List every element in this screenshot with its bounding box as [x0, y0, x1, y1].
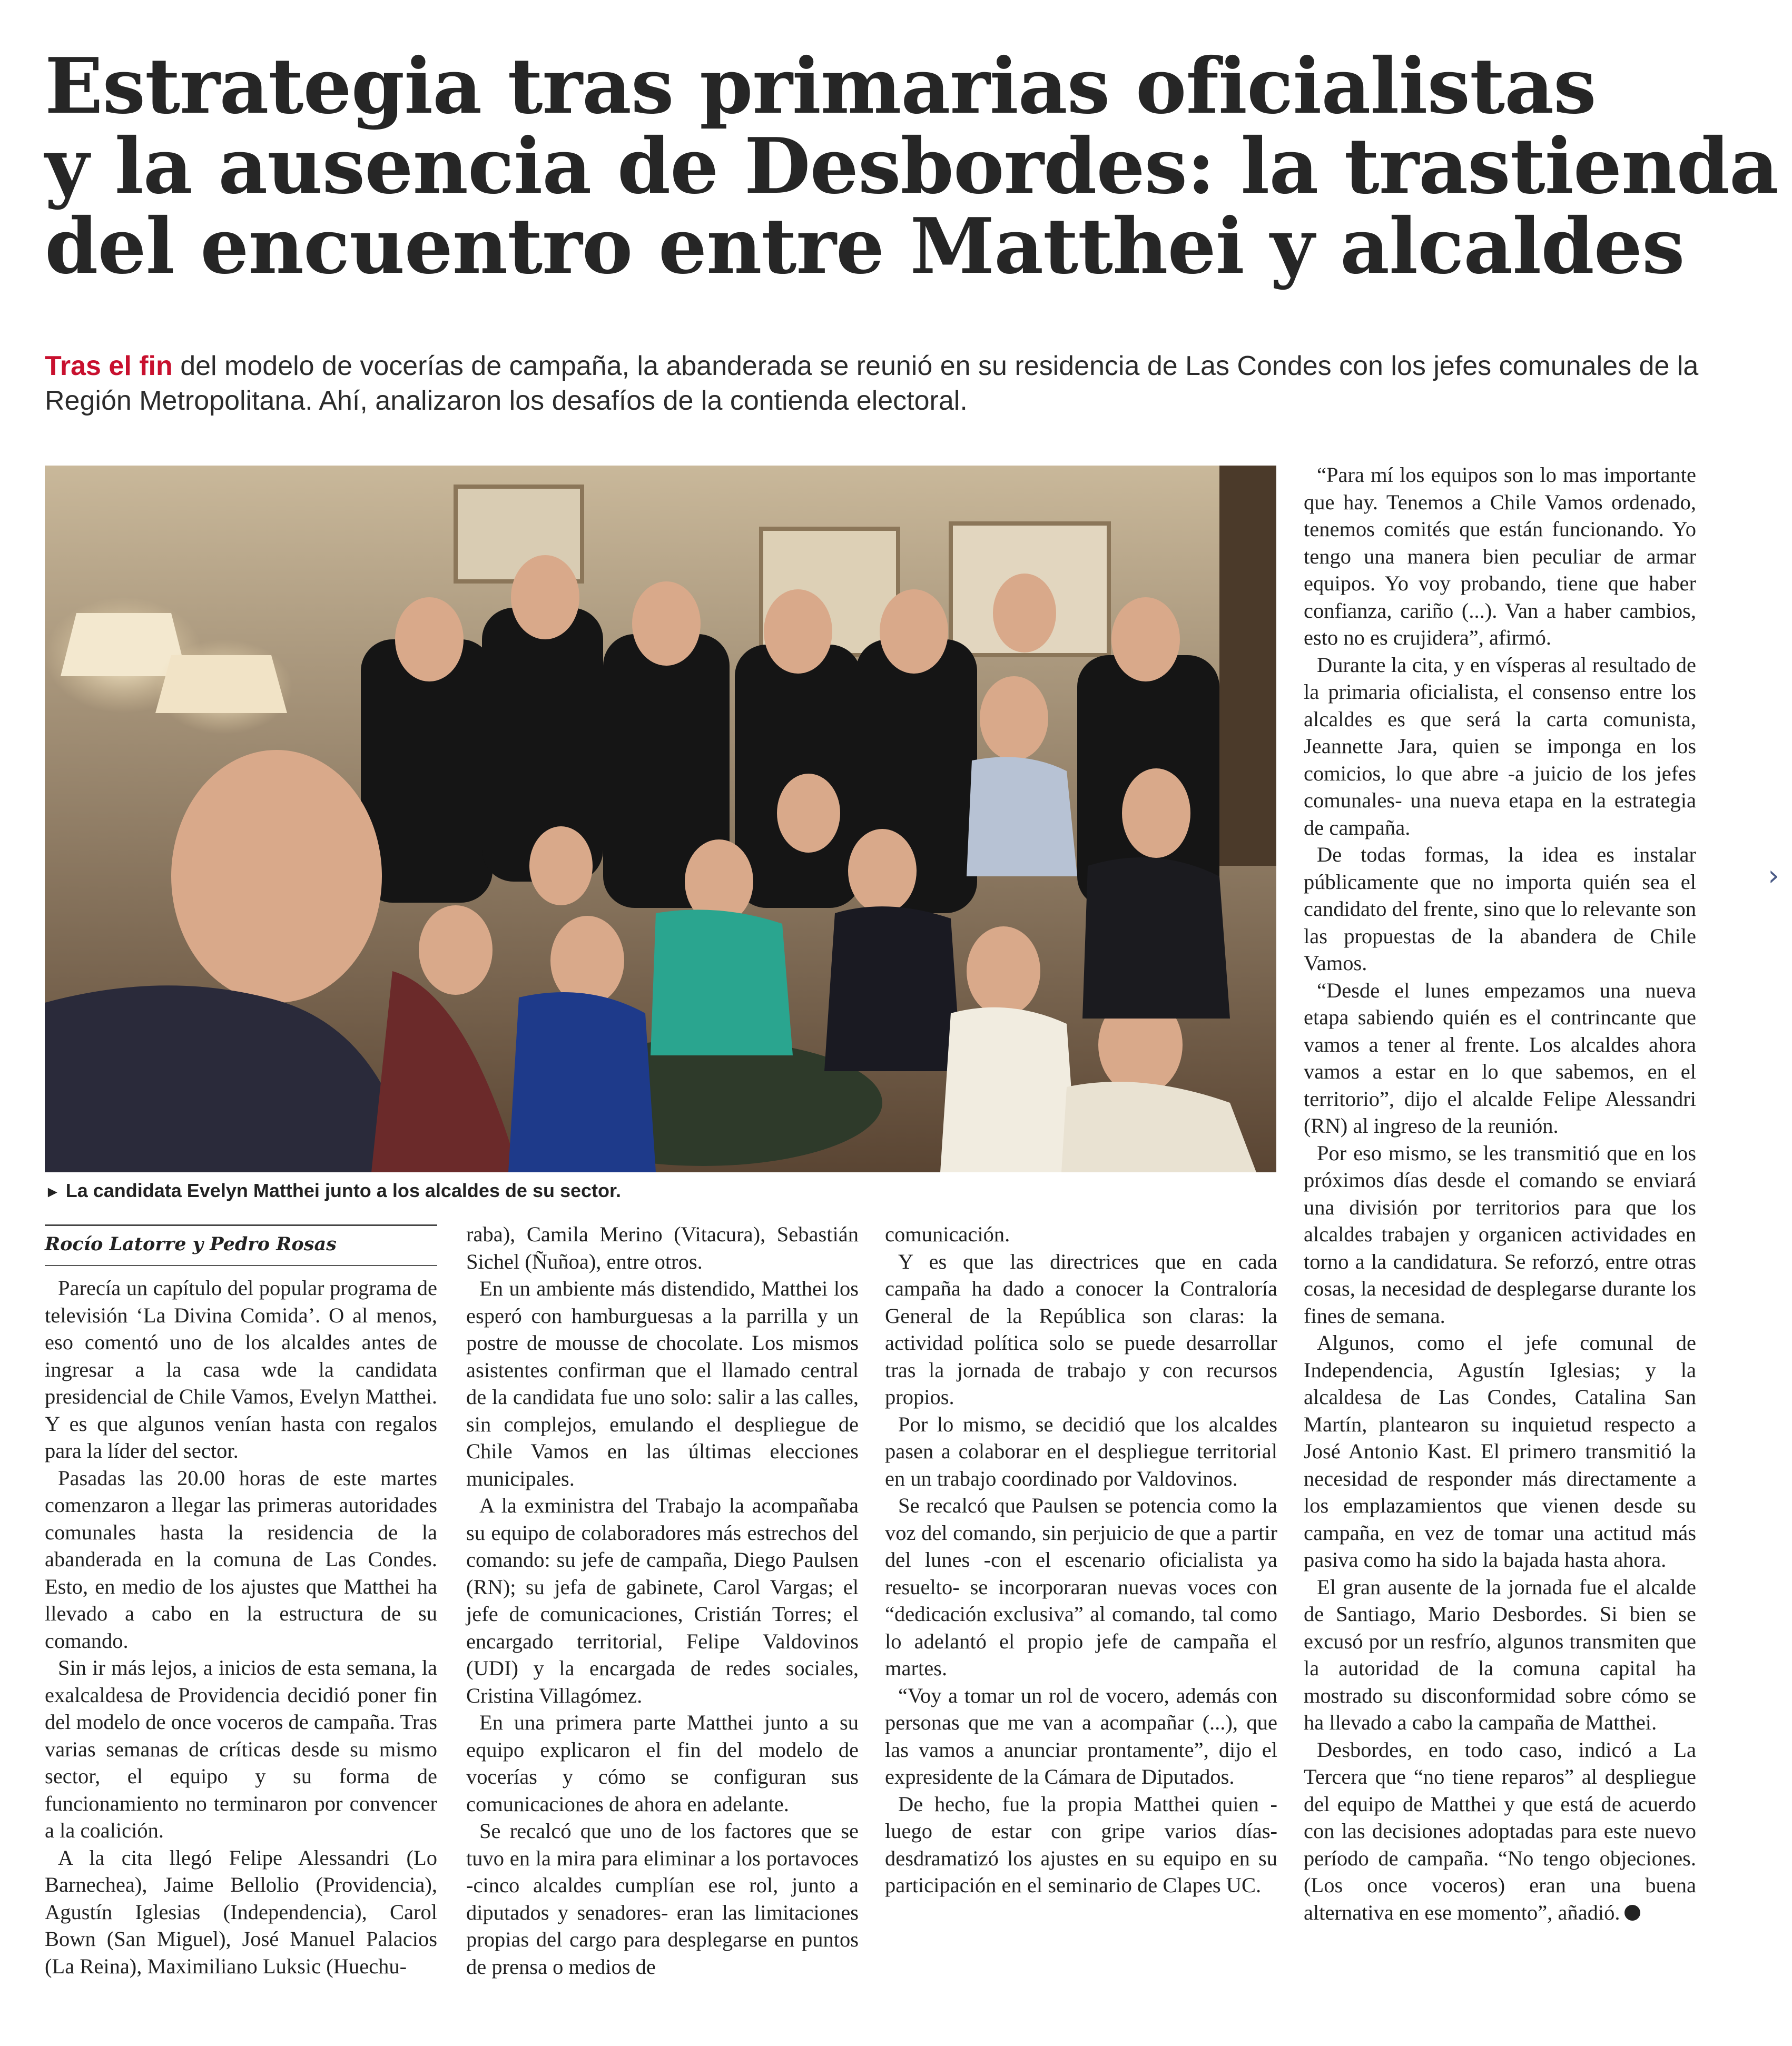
headline-line-1: Estrategia tras primarias oficialistas: [45, 42, 1596, 131]
next-page-chevron-right-icon[interactable]: ›: [1768, 859, 1779, 892]
paragraph: De todas formas, la idea es instalar públicamente que no importa quién sea el candidato del frente, sino que lo relevante son las propuestas de la abandera de Chile Vamos.: [1304, 843, 1696, 975]
dek: [45, 349, 1757, 418]
paragraph: En una primera parte Matthei junto a su equipo explicaron el fin del modelo de vocerías y cómo se configuran sus comunicaciones de ahora en adelante.: [466, 1711, 859, 1816]
paragraph: Algunos, como el jefe comunal de Independencia, Agustín Iglesias; y la alcaldesa de Las Condes, Catalina San Martín, plantearon su inquietud respecto a José Antonio Kast. El primero transmitió la necesidad de responder más directamente a los emplazamientos que vienen desde su campaña, en vez de tomar una actitud más pasiva como ha sido la bajada hasta ahora.: [1304, 1331, 1696, 1571]
paragraph: Se recalcó que uno de los factores que se tuvo en la mira para eliminar a los portavoces -cinco alcaldes cumplían ese rol, junto a diputados y senadores- eran las limitaciones propias del cargo para desplegarse en puntos de prensa o medios de: [466, 1819, 859, 1979]
headline: [45, 42, 1778, 291]
dek-kicker: Tras el fin: [45, 351, 173, 381]
byline: Rocío Latorre y Pedro Rosas: [45, 1224, 437, 1255]
paragraph: “Voy a tomar un rol de vocero, además con personas que me van a acompañar (...), que las vamos a anunciar prontamente”, dijo el expresidente de la Cámara de Diputados.: [885, 1683, 1277, 1788]
article-column-2: [466, 1221, 859, 1980]
triangle-right-icon: ►: [45, 1183, 61, 1201]
headline-line-2: y la ausencia de Desbordes: la trastienda: [45, 122, 1778, 211]
paragraph: Sin ir más lejos, a inicios de esta semana, la exalcaldesa de Providencia decidió poner fin del modelo de once voceros de campaña. Tras varias semanas de críticas desde su mismo sector, el equipo y su forma de funcionamiento no terminaron por convencer a la coalición.: [45, 1656, 437, 1842]
paragraph: Se recalcó que Paulsen se potencia como la voz del comando, sin perjuicio de que a partir del lunes -con el escenario oficialista ya resuelto- se incorporaran nuevas voces con “dedicación exclusiva” al comando, tal como lo adelantó el propio jefe de campaña el martes.: [885, 1494, 1277, 1680]
paragraph: Parecía un capítulo del popular programa de televisión ‘La Divina Comida’. O al menos, eso comentó uno de los alcaldes antes de ingresar a la casa wde la candidata presidencial de Chile Vamos, Evelyn Matthei. Y es que algunos venían hasta con regalos para la líder del sector.: [45, 1276, 437, 1462]
headline-line-3: del encuentro entre Matthei y alcaldes: [45, 202, 1685, 291]
paragraph-continuation: raba), Camila Merino (Vitacura), Sebastián Sichel (Ñuñoa), entre otros.: [466, 1222, 859, 1273]
group-photo: [45, 466, 1276, 1172]
paragraph: De hecho, fue la propia Matthei quien -luego de estar con gripe varios días- desdramatizó los ajustes en su equipo en su participación en el seminario de Clapes UC.: [885, 1792, 1277, 1897]
photo-caption-text: La candidata Evelyn Matthei junto a los alcaldes de su sector.: [65, 1180, 622, 1201]
paragraph: Por lo mismo, se decidió que los alcaldes pasen a colaborar en el despliegue territorial en un trabajo coordinado por Valdovinos.: [885, 1412, 1277, 1490]
paragraph: “Para mí los equipos son lo mas importante que hay. Tenemos a Chile Vamos ordenado, tenemos comités que están funcionando. Yo tengo una manera bien peculiar de armar equipos. Yo voy probando, tiene que haber confianza, cariño (...). Van a haber cambios, esto no es crujidera”, afirmó.: [1304, 463, 1696, 649]
article-column-3: [885, 1221, 1277, 1899]
paragraph: A la exministra del Trabajo la acompañaba su equipo de colaboradores más estrechos del comando: su jefe de campaña, Diego Paulsen (RN); su jefa de gabinete, Carol Vargas; el jefe de comunicaciones, Cristián Torres; el encargado territorial, Felipe Valdovinos (UDI) y la encargada de redes sociales, Cristina Villagómez.: [466, 1494, 859, 1707]
paragraph: En un ambiente más distendido, Matthei los esperó con hamburguesas a la parrilla y un postre de mousse de chocolate. Los mismos asistentes confirman que el llamado central de la candidata fue uno solo: salir a las calles, sin complejos, emulando el despliegue de Chile Vamos en las últimas elecciones municipales.: [466, 1277, 859, 1490]
final-paragraph-text: Desbordes, en todo caso, indicó a La Tercera que “no tiene reparos” al despliegue del equipo de Matthei y que está de acuerdo con las decisiones adoptadas para este nuevo período de campaña. “No tengo objeciones. (Los once voceros) eran una buena alternativa en ese momento”, añadió.: [1304, 1737, 1696, 1924]
paragraph: Pasadas las 20.00 horas de este martes comenzaron a llegar las primeras autoridades comunales hasta la residencia de la abanderada en la comuna de Las Condes. Esto, en medio de los ajustes que Matthei ha llevado a cabo en la estructura de su comando.: [45, 1466, 437, 1653]
paragraph: “Desde el lunes empezamos una nueva etapa sabiendo quién es el contrincante que vamos a tener al frente. Los alcaldes ahora vamos a estar en lo que sabemos, en el territorio”, dijo el alcalde Felipe Alessandri (RN) al ingreso de la reunión.: [1304, 978, 1696, 1138]
paragraph: A la cita llegó Felipe Alessandri (Lo Barnechea), Jaime Bellolio (Providencia), Agustín Iglesias (Independencia), Carol Bown (San Miguel), José Manuel Palacios (La Reina), Maximiliano Luksic (Huechu-: [45, 1845, 437, 1978]
group-photo-illustration: [45, 466, 1276, 1172]
paragraph: Durante la cita, y en vísperas al resultado de la primaria oficialista, el consenso entre los alcaldes es que será la carta comunista, Jeannette Jara, quien se imponga en los comicios, lo que abre -a juicio de los jefes comunales- una nueva etapa en la estrategia de campaña.: [1304, 653, 1696, 839]
article-column-4: [1304, 461, 1696, 1926]
end-dot-icon: [1624, 1905, 1640, 1921]
paragraph: Y es que las directrices que en cada campaña ha dado a conocer la Contraloría General de la República son claras: la actividad política solo se puede desarrollar tras la jornada de trabajo y con recursos propios.: [885, 1249, 1277, 1409]
photo-caption: [45, 1179, 1276, 1204]
paragraph: El gran ausente de la jornada fue el alcalde de Santiago, Mario Desbordes. Si bien se excusó por un resfrío, algunos transmiten que la autoridad de la comuna capital ha mostrado su disconformidad sobre cómo se ha llevado a cabo la campaña de Matthei.: [1304, 1575, 1696, 1734]
byline-divider: [45, 1265, 437, 1266]
paragraph-final: [1304, 1736, 1696, 1926]
paragraph-continuation: comunicación.: [885, 1222, 1010, 1246]
article-column-1: [45, 1274, 437, 1980]
paragraph: Por eso mismo, se les transmitió que en los próximos días desde el comando se enviará una división por territorios para que los alcaldes trabajen y organicen actividades en torno a la candidatura. Se reforzó, entre otras cosas, la necesidad de desplegarse durante los fines de semana.: [1304, 1141, 1696, 1328]
dek-text: del modelo de vocerías de campaña, la abanderada se reunió en su residencia de Las Condes con los jefes comunales de la Región Metropolitana. Ahí, analizaron los desafíos de la contienda electoral.: [45, 351, 1699, 416]
